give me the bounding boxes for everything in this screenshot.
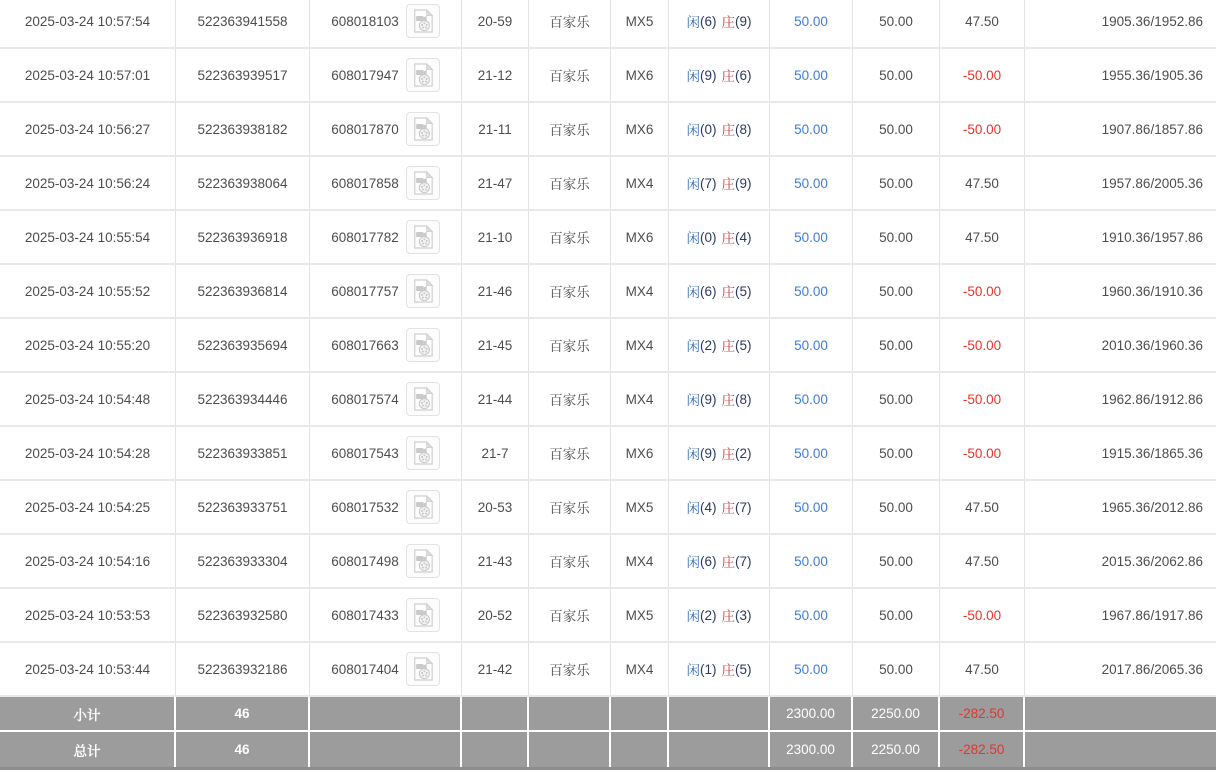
video-replay-button[interactable] — [406, 220, 440, 254]
game-number: 608017498 — [331, 553, 399, 569]
banker-result-label: 庄 — [721, 123, 735, 138]
game-type: 百家乐 — [529, 265, 611, 317]
valid-amount: 50.00 — [853, 373, 940, 425]
table-row — [0, 535, 1216, 589]
video-replay-button[interactable] — [406, 544, 440, 578]
game-type: 百家乐 — [529, 643, 611, 695]
balance-before-after: 1957.86/2005.36 — [1101, 175, 1203, 191]
win-loss-amount: 47.50 — [940, 535, 1025, 587]
win-loss-amount: -50.00 — [940, 103, 1025, 155]
table-row — [0, 211, 1216, 265]
bet-time: 2025-03-24 10:57:01 — [0, 49, 176, 101]
balance-before-after: 1955.36/1905.36 — [1101, 67, 1203, 83]
table-row — [0, 0, 1216, 49]
game-number: 608017870 — [331, 121, 399, 137]
summary-label: 小计 — [0, 697, 176, 730]
player-result-label: 闲 — [686, 555, 700, 570]
player-score: (9) — [700, 67, 717, 83]
valid-amount: 50.00 — [853, 319, 940, 371]
player-result-label: 闲 — [686, 285, 700, 300]
video-file-icon — [412, 279, 434, 303]
bet-id: 522363936918 — [176, 211, 310, 263]
banker-score: (7) — [735, 499, 752, 515]
result-cell — [669, 49, 770, 101]
bet-amount-link[interactable]: 50.00 — [794, 337, 828, 353]
summary-empty-cell — [310, 732, 462, 767]
game-number-cell — [310, 481, 462, 533]
player-result-label: 闲 — [686, 69, 700, 84]
banker-result-label: 庄 — [721, 447, 735, 462]
round-number: 21-44 — [462, 373, 529, 425]
player-score: (1) — [700, 661, 717, 677]
video-replay-button[interactable] — [406, 112, 440, 146]
banker-score: (2) — [735, 445, 752, 461]
bet-amount-link[interactable]: 50.00 — [794, 391, 828, 407]
video-replay-button[interactable] — [406, 166, 440, 200]
game-number: 608017663 — [331, 337, 399, 353]
summary-empty-cell — [611, 732, 669, 767]
game-type: 百家乐 — [529, 49, 611, 101]
game-number-cell — [310, 589, 462, 641]
table-code: MX6 — [611, 427, 669, 479]
video-file-icon — [412, 387, 434, 411]
banker-score: (8) — [735, 121, 752, 137]
banker-score: (5) — [735, 661, 752, 677]
bet-id: 522363932186 — [176, 643, 310, 695]
bet-time: 2025-03-24 10:54:28 — [0, 427, 176, 479]
summary-empty-cell — [669, 697, 770, 730]
video-replay-button[interactable] — [406, 652, 440, 686]
video-replay-button[interactable] — [406, 436, 440, 470]
valid-amount: 50.00 — [853, 427, 940, 479]
bet-id: 522363932580 — [176, 589, 310, 641]
game-number-cell — [310, 427, 462, 479]
player-result-label: 闲 — [686, 231, 700, 246]
summary-valid-total: 2250.00 — [853, 732, 940, 767]
game-number: 608017947 — [331, 67, 399, 83]
banker-score: (6) — [735, 67, 752, 83]
game-type: 百家乐 — [529, 481, 611, 533]
video-file-icon — [412, 495, 434, 519]
summary-empty-cell — [1025, 697, 1216, 730]
bet-amount-link[interactable]: 50.00 — [794, 445, 828, 461]
table-code: MX6 — [611, 211, 669, 263]
game-type: 百家乐 — [529, 103, 611, 155]
round-number: 21-42 — [462, 643, 529, 695]
player-score: (6) — [700, 283, 717, 299]
round-number: 21-7 — [462, 427, 529, 479]
result-cell — [669, 0, 770, 47]
table-code: MX4 — [611, 373, 669, 425]
valid-amount: 50.00 — [853, 0, 940, 47]
player-score: (0) — [700, 121, 717, 137]
table-row — [0, 643, 1216, 697]
round-number: 20-52 — [462, 589, 529, 641]
summary-empty-cell — [529, 732, 611, 767]
bet-time: 2025-03-24 10:53:53 — [0, 589, 176, 641]
banker-score: (5) — [735, 283, 752, 299]
round-number: 21-46 — [462, 265, 529, 317]
bet-id: 522363939517 — [176, 49, 310, 101]
table-row — [0, 589, 1216, 643]
summary-row — [0, 697, 1216, 732]
player-score: (2) — [700, 337, 717, 353]
round-number: 21-43 — [462, 535, 529, 587]
table-code: MX6 — [611, 103, 669, 155]
game-number: 608018103 — [331, 13, 399, 29]
win-loss-amount: 47.50 — [940, 157, 1025, 209]
video-file-icon — [412, 603, 434, 627]
table-row — [0, 265, 1216, 319]
game-number: 608017782 — [331, 229, 399, 245]
banker-result-label: 庄 — [721, 609, 735, 624]
result-cell — [669, 535, 770, 587]
balance-before-after: 1905.36/1952.86 — [1101, 13, 1203, 29]
banker-result-label: 庄 — [721, 501, 735, 516]
bet-id: 522363935694 — [176, 319, 310, 371]
player-score: (9) — [700, 391, 717, 407]
summary-count: 46 — [176, 697, 310, 730]
valid-amount: 50.00 — [853, 589, 940, 641]
game-type: 百家乐 — [529, 373, 611, 425]
bet-time: 2025-03-24 10:55:54 — [0, 211, 176, 263]
video-replay-button[interactable] — [406, 274, 440, 308]
player-result-label: 闲 — [686, 393, 700, 408]
video-file-icon — [412, 549, 434, 573]
bet-id: 522363933751 — [176, 481, 310, 533]
bet-time: 2025-03-24 10:57:54 — [0, 0, 176, 47]
video-file-icon — [412, 657, 434, 681]
table-row — [0, 427, 1216, 481]
game-type: 百家乐 — [529, 157, 611, 209]
table-code: MX5 — [611, 481, 669, 533]
win-loss-amount: -50.00 — [940, 265, 1025, 317]
table-footer — [0, 697, 1216, 767]
game-number-cell — [310, 49, 462, 101]
video-replay-button[interactable] — [406, 598, 440, 632]
banker-score: (9) — [735, 13, 752, 29]
valid-amount: 50.00 — [853, 265, 940, 317]
result-cell — [669, 265, 770, 317]
bet-amount-link[interactable]: 50.00 — [794, 121, 828, 137]
table-row — [0, 103, 1216, 157]
table-code: MX4 — [611, 535, 669, 587]
banker-result-label: 庄 — [721, 555, 735, 570]
game-number: 608017404 — [331, 661, 399, 677]
balance-before-after: 1965.36/2012.86 — [1101, 499, 1203, 515]
player-result-label: 闲 — [686, 501, 700, 516]
banker-score: (9) — [735, 175, 752, 191]
round-number: 21-12 — [462, 49, 529, 101]
player-score: (6) — [700, 553, 717, 569]
bet-amount-link[interactable]: 50.00 — [794, 553, 828, 569]
summary-count: 46 — [176, 732, 310, 767]
banker-result-label: 庄 — [721, 231, 735, 246]
player-score: (7) — [700, 175, 717, 191]
valid-amount: 50.00 — [853, 49, 940, 101]
game-type: 百家乐 — [529, 211, 611, 263]
bet-id: 522363941558 — [176, 0, 310, 47]
banker-result-label: 庄 — [721, 69, 735, 84]
player-result-label: 闲 — [686, 177, 700, 192]
player-result-label: 闲 — [686, 123, 700, 138]
player-score: (4) — [700, 499, 717, 515]
video-file-icon — [412, 333, 434, 357]
bet-time: 2025-03-24 10:54:48 — [0, 373, 176, 425]
bet-amount-link[interactable]: 50.00 — [794, 499, 828, 515]
valid-amount: 50.00 — [853, 481, 940, 533]
banker-score: (7) — [735, 553, 752, 569]
bet-time: 2025-03-24 10:56:27 — [0, 103, 176, 155]
game-number-cell — [310, 265, 462, 317]
game-number-cell — [310, 643, 462, 695]
video-file-icon — [412, 171, 434, 195]
round-number: 20-59 — [462, 0, 529, 47]
video-file-icon — [412, 117, 434, 141]
result-cell — [669, 319, 770, 371]
bet-id: 522363933851 — [176, 427, 310, 479]
result-cell — [669, 481, 770, 533]
summary-empty-cell — [529, 697, 611, 730]
banker-score: (8) — [735, 391, 752, 407]
table-code: MX4 — [611, 157, 669, 209]
bet-time: 2025-03-24 10:54:25 — [0, 481, 176, 533]
win-loss-amount: 47.50 — [940, 481, 1025, 533]
summary-winloss-total: -282.50 — [940, 697, 1025, 730]
game-type: 百家乐 — [529, 535, 611, 587]
banker-result-label: 庄 — [721, 393, 735, 408]
result-cell — [669, 211, 770, 263]
game-type: 百家乐 — [529, 319, 611, 371]
game-number-cell — [310, 535, 462, 587]
win-loss-amount: -50.00 — [940, 589, 1025, 641]
round-number: 21-11 — [462, 103, 529, 155]
game-number: 608017858 — [331, 175, 399, 191]
summary-label: 总计 — [0, 732, 176, 767]
bet-id: 522363938182 — [176, 103, 310, 155]
video-file-icon — [412, 9, 434, 33]
table-code: MX4 — [611, 643, 669, 695]
video-file-icon — [412, 441, 434, 465]
result-cell — [669, 157, 770, 209]
video-file-icon — [412, 225, 434, 249]
summary-row — [0, 732, 1216, 767]
win-loss-amount: -50.00 — [940, 49, 1025, 101]
bet-amount-link[interactable]: 50.00 — [794, 661, 828, 677]
game-type: 百家乐 — [529, 589, 611, 641]
balance-before-after: 1962.86/1912.86 — [1101, 391, 1203, 407]
table-code: MX4 — [611, 319, 669, 371]
bet-time: 2025-03-24 10:55:20 — [0, 319, 176, 371]
result-cell — [669, 427, 770, 479]
player-result-label: 闲 — [686, 15, 700, 30]
valid-amount: 50.00 — [853, 211, 940, 263]
game-number-cell — [310, 373, 462, 425]
player-result-label: 闲 — [686, 663, 700, 678]
win-loss-amount: -50.00 — [940, 373, 1025, 425]
bet-time: 2025-03-24 10:54:16 — [0, 535, 176, 587]
player-result-label: 闲 — [686, 609, 700, 624]
valid-amount: 50.00 — [853, 103, 940, 155]
bet-amount-link[interactable]: 50.00 — [794, 67, 828, 83]
game-number: 608017532 — [331, 499, 399, 515]
round-number: 21-47 — [462, 157, 529, 209]
bet-amount-link[interactable]: 50.00 — [794, 175, 828, 191]
win-loss-amount: -50.00 — [940, 319, 1025, 371]
video-replay-button[interactable] — [406, 328, 440, 362]
player-result-label: 闲 — [686, 339, 700, 354]
player-score: (2) — [700, 607, 717, 623]
banker-score: (4) — [735, 229, 752, 245]
bet-amount-link[interactable]: 50.00 — [794, 229, 828, 245]
table-code: MX5 — [611, 589, 669, 641]
player-score: (0) — [700, 229, 717, 245]
table-bottom-border — [0, 767, 1216, 770]
balance-before-after: 2017.86/2065.36 — [1101, 661, 1203, 677]
summary-winloss-total: -282.50 — [940, 732, 1025, 767]
summary-bet-total: 2300.00 — [770, 732, 853, 767]
banker-result-label: 庄 — [721, 339, 735, 354]
game-number-cell — [310, 0, 462, 47]
result-cell — [669, 643, 770, 695]
game-number-cell — [310, 211, 462, 263]
bet-time: 2025-03-24 10:53:44 — [0, 643, 176, 695]
table-row — [0, 481, 1216, 535]
round-number: 21-10 — [462, 211, 529, 263]
game-number: 608017433 — [331, 607, 399, 623]
win-loss-amount: -50.00 — [940, 427, 1025, 479]
player-result-label: 闲 — [686, 447, 700, 462]
summary-empty-cell — [669, 732, 770, 767]
banker-result-label: 庄 — [721, 177, 735, 192]
video-replay-button[interactable] — [406, 490, 440, 524]
game-number: 608017574 — [331, 391, 399, 407]
win-loss-amount: 47.50 — [940, 643, 1025, 695]
valid-amount: 50.00 — [853, 535, 940, 587]
valid-amount: 50.00 — [853, 643, 940, 695]
balance-before-after: 1960.36/1910.36 — [1101, 283, 1203, 299]
game-number: 608017757 — [331, 283, 399, 299]
summary-empty-cell — [611, 697, 669, 730]
balance-before-after: 1907.86/1857.86 — [1101, 121, 1203, 137]
result-cell — [669, 103, 770, 155]
result-cell — [669, 373, 770, 425]
bet-time: 2025-03-24 10:55:52 — [0, 265, 176, 317]
table-row — [0, 157, 1216, 211]
video-file-icon — [412, 63, 434, 87]
game-number-cell — [310, 103, 462, 155]
summary-valid-total: 2250.00 — [853, 697, 940, 730]
table-row — [0, 373, 1216, 427]
game-number-cell — [310, 319, 462, 371]
bet-id: 522363936814 — [176, 265, 310, 317]
summary-empty-cell — [310, 697, 462, 730]
table-code: MX6 — [611, 49, 669, 101]
bet-id: 522363933304 — [176, 535, 310, 587]
summary-empty-cell — [462, 732, 529, 767]
summary-empty-cell — [1025, 732, 1216, 767]
round-number: 21-45 — [462, 319, 529, 371]
game-number-cell — [310, 157, 462, 209]
bet-amount-link[interactable]: 50.00 — [794, 283, 828, 299]
game-type: 百家乐 — [529, 0, 611, 47]
table-row — [0, 49, 1216, 103]
player-score: (6) — [700, 13, 717, 29]
summary-empty-cell — [462, 697, 529, 730]
banker-result-label: 庄 — [721, 285, 735, 300]
balance-before-after: 1915.36/1865.36 — [1101, 445, 1203, 461]
bet-id: 522363934446 — [176, 373, 310, 425]
win-loss-amount: 47.50 — [940, 211, 1025, 263]
banker-result-label: 庄 — [721, 15, 735, 30]
game-type: 百家乐 — [529, 427, 611, 479]
table-row — [0, 319, 1216, 373]
table-code: MX5 — [611, 0, 669, 47]
player-score: (9) — [700, 445, 717, 461]
bet-time: 2025-03-24 10:56:24 — [0, 157, 176, 209]
win-loss-amount: 47.50 — [940, 0, 1025, 47]
banker-result-label: 庄 — [721, 663, 735, 678]
table-code: MX4 — [611, 265, 669, 317]
game-number: 608017543 — [331, 445, 399, 461]
balance-before-after: 2010.36/1960.36 — [1101, 337, 1203, 353]
balance-before-after: 1910.36/1957.86 — [1101, 229, 1203, 245]
round-number: 20-53 — [462, 481, 529, 533]
bet-amount-link[interactable]: 50.00 — [794, 13, 828, 29]
bet-amount-link[interactable]: 50.00 — [794, 607, 828, 623]
bet-id: 522363938064 — [176, 157, 310, 209]
summary-bet-total: 2300.00 — [770, 697, 853, 730]
result-cell — [669, 589, 770, 641]
video-replay-button[interactable] — [406, 382, 440, 416]
video-replay-button[interactable] — [406, 4, 440, 38]
balance-before-after: 2015.36/2062.86 — [1101, 553, 1203, 569]
balance-before-after: 1967.86/1917.86 — [1101, 607, 1203, 623]
video-replay-button[interactable] — [406, 58, 440, 92]
valid-amount: 50.00 — [853, 157, 940, 209]
banker-score: (3) — [735, 607, 752, 623]
banker-score: (5) — [735, 337, 752, 353]
